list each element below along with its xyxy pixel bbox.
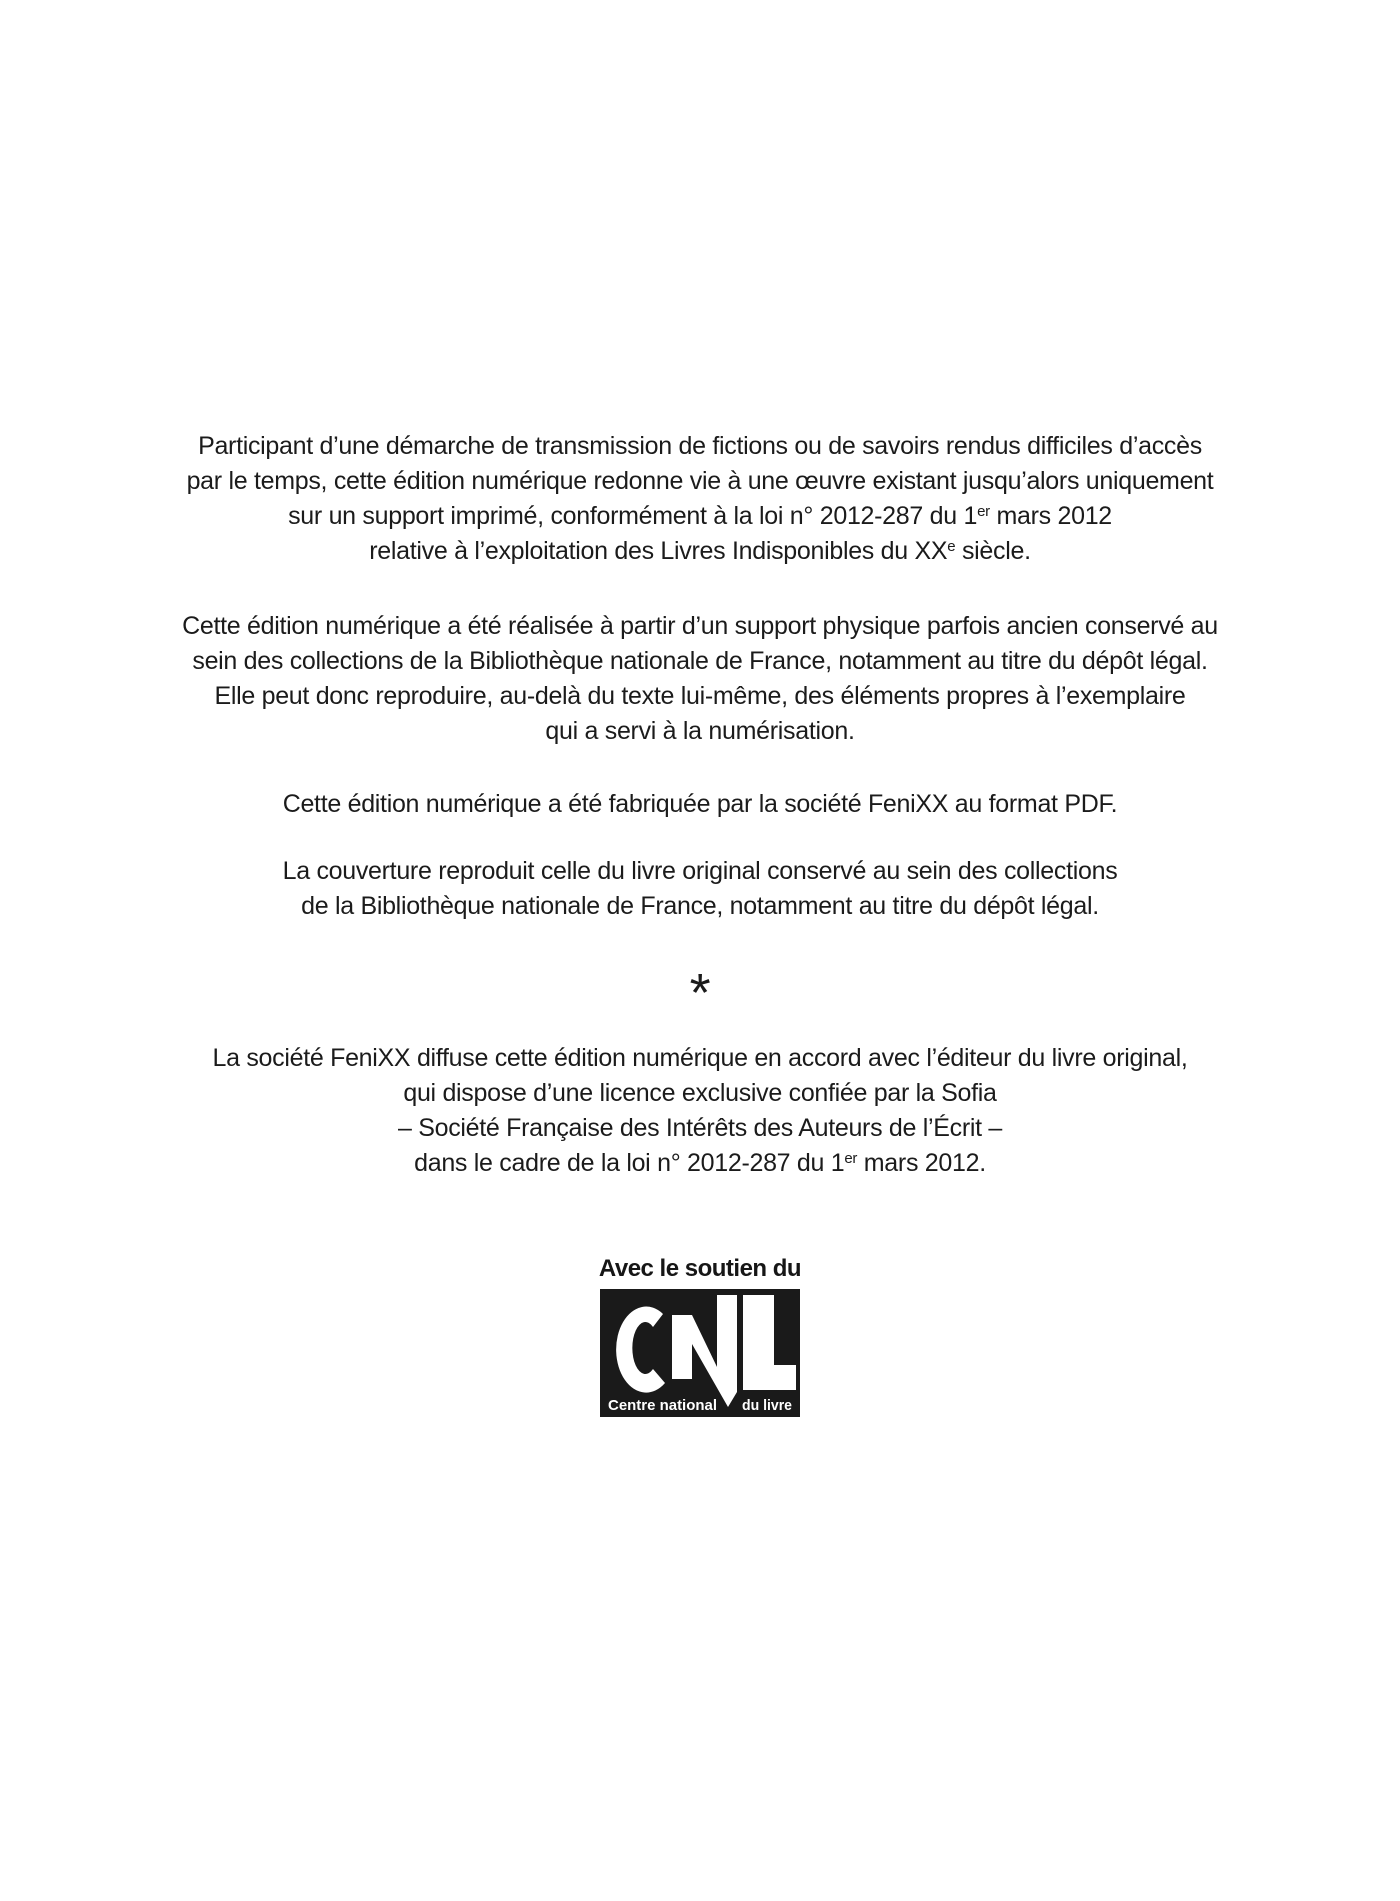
notice-text: dans le cadre de la loi n° 2012-287 du 1 [414, 1149, 845, 1177]
notice-text: de la Bibliothèque nationale de France, notamment au titre du dépôt légal. [301, 892, 1099, 920]
notice-line [0, 787, 1400, 822]
notice-text: La société FeniXX diffuse cette édition numérique en accord avec l’éditeur du livre original, [212, 1044, 1188, 1072]
notice-line [0, 429, 1400, 464]
notice-text: Cette édition numérique a été réalisée à partir d’un support physique parfois ancien conservé au [182, 612, 1218, 640]
notice-text: sein des collections de la Bibliothèque nationale de France, notamment au titre du dépôt légal. [192, 647, 1208, 675]
superscript-text: er [977, 503, 990, 520]
notice-line [0, 889, 1400, 924]
notice-line [0, 854, 1400, 889]
notice-paragraph [0, 1041, 1400, 1181]
notice-paragraph [0, 429, 1400, 569]
notice-text: siècle. [955, 537, 1031, 565]
notice-text: par le temps, cette édition numérique redonne vie à une œuvre existant jusqu’alors uniquement [186, 467, 1214, 495]
support-label: Avec le soutien du [598, 1255, 802, 1282]
notice-text: La couverture reproduit celle du livre original conservé au sein des collections [282, 857, 1118, 885]
notice-text: mars 2012 [989, 502, 1112, 530]
notice-text: – Société Française des Intérêts des Auteurs de l’Écrit – [397, 1114, 1003, 1142]
notice-paragraph [0, 609, 1400, 749]
notice-line [0, 464, 1400, 499]
cnl-caption-left: Centre national [608, 1397, 717, 1414]
notice-text: sur un support imprimé, conformément à la loi n° 2012-287 du 1 [288, 502, 978, 530]
notice-text: * [689, 963, 711, 1023]
notice-line [0, 714, 1400, 749]
notice-text: Elle peut donc reproduire, au-delà du texte lui-même, des éléments propres à l’exemplaire [214, 682, 1186, 710]
notice-line [0, 1146, 1400, 1181]
superscript-text: e [947, 538, 956, 555]
cnl-caption-right: du livre [742, 1397, 792, 1414]
notice-line [0, 499, 1400, 534]
notice-line [0, 963, 1400, 1023]
notice-text: Participant d’une démarche de transmission de fictions ou de savoirs rendus difficiles d’accès [198, 432, 1202, 460]
superscript-text: er [844, 1150, 858, 1167]
notice-line [0, 1076, 1400, 1111]
notice-line [0, 644, 1400, 679]
cnl-logo [600, 1289, 800, 1417]
notice-paragraph [0, 787, 1400, 822]
notice-line [0, 1041, 1400, 1076]
notice-line [0, 534, 1400, 569]
notice-line [0, 609, 1400, 644]
notice-text: relative à l’exploitation des Livres Indisponibles du XX [369, 537, 948, 565]
notice-line [0, 679, 1400, 714]
notice-paragraph [0, 854, 1400, 924]
notice-line [0, 1111, 1400, 1146]
section-separator [0, 963, 1400, 1023]
notice-text: qui dispose d’une licence exclusive confiée par la Sofia [403, 1079, 997, 1107]
notice-text: Cette édition numérique a été fabriquée par la société FeniXX au format PDF. [282, 790, 1118, 818]
notice-text: mars 2012. [857, 1149, 986, 1177]
notice-text: qui a servi à la numérisation. [545, 717, 855, 745]
